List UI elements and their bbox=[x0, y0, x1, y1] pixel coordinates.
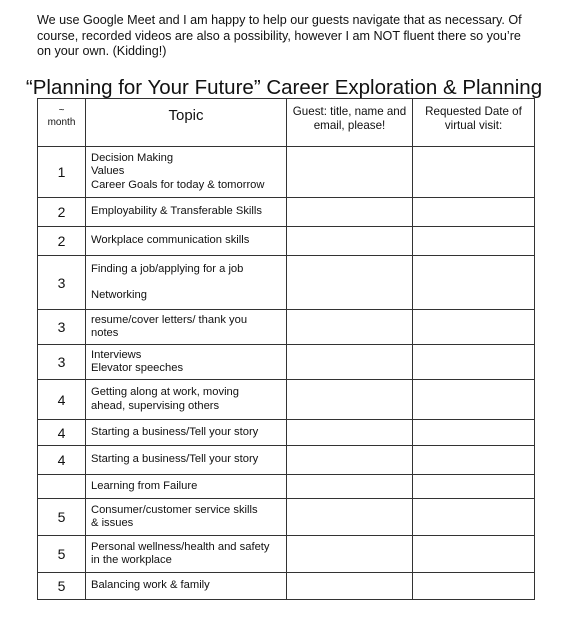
requested-date-cell[interactable] bbox=[413, 147, 535, 198]
topic-cell bbox=[86, 475, 287, 499]
table-row bbox=[38, 446, 535, 475]
topic-line: Elevator speeches bbox=[91, 362, 184, 374]
table-row bbox=[38, 499, 535, 536]
topic-line: ahead, supervising others bbox=[91, 399, 220, 412]
month-cell bbox=[38, 475, 86, 499]
topic-line: notes bbox=[91, 327, 119, 339]
requested-date-cell[interactable] bbox=[413, 446, 535, 475]
topic-line: Values bbox=[91, 165, 125, 178]
header-guest: Guest: title, name and email, please! bbox=[287, 99, 413, 147]
header-month bbox=[38, 99, 86, 147]
topic-cell bbox=[86, 198, 287, 227]
requested-date-cell[interactable] bbox=[413, 345, 535, 380]
guest-cell[interactable] bbox=[287, 310, 413, 345]
guest-cell[interactable] bbox=[287, 475, 413, 499]
topic-cell bbox=[86, 345, 287, 380]
topic-line: in the workplace bbox=[91, 554, 172, 566]
table-row bbox=[38, 380, 535, 420]
topic-line: Decision Making bbox=[91, 151, 174, 164]
planning-table bbox=[37, 98, 535, 600]
header-requested-date: Requested Date of virtual visit: bbox=[413, 99, 535, 147]
guest-cell[interactable] bbox=[287, 345, 413, 380]
intro-paragraph: We use Google Meet and I am happy to help our guests navigate that as necessary. Of course, recorded videos are also a possibility, however I am NOT fluent there so you’re on your own. (Kidding!) bbox=[37, 13, 522, 58]
topic-cell bbox=[86, 310, 287, 345]
guest-cell[interactable] bbox=[287, 446, 413, 475]
table-row bbox=[38, 573, 535, 600]
guest-cell[interactable] bbox=[287, 420, 413, 446]
month-cell: 4 bbox=[38, 380, 86, 420]
topic-cell bbox=[86, 227, 287, 256]
topic-line: resume/cover letters/ thank you bbox=[91, 313, 248, 326]
topic-spacer bbox=[91, 277, 286, 289]
requested-date-cell[interactable] bbox=[413, 198, 535, 227]
month-cell: 2 bbox=[38, 198, 86, 227]
guest-cell[interactable] bbox=[287, 499, 413, 536]
table-body bbox=[38, 147, 535, 600]
topic-cell bbox=[86, 446, 287, 475]
month-cell: 3 bbox=[38, 345, 86, 380]
table-row bbox=[38, 310, 535, 345]
month-cell: 5 bbox=[38, 536, 86, 573]
requested-date-cell[interactable] bbox=[413, 420, 535, 446]
requested-date-cell[interactable] bbox=[413, 380, 535, 420]
topic-line: & issues bbox=[91, 517, 134, 529]
requested-date-cell[interactable] bbox=[413, 573, 535, 600]
guest-cell[interactable] bbox=[287, 380, 413, 420]
month-cell: 3 bbox=[38, 256, 86, 310]
topic-cell bbox=[86, 573, 287, 600]
topic-line: Personal wellness/health and safety bbox=[91, 540, 270, 553]
topic-line: Getting along at work, moving bbox=[91, 386, 239, 399]
topic-cell bbox=[86, 420, 287, 446]
topic-line: Balancing work & family bbox=[91, 579, 210, 592]
month-cell: 3 bbox=[38, 310, 86, 345]
topic-line: Networking bbox=[91, 288, 147, 301]
requested-date-cell[interactable] bbox=[413, 310, 535, 345]
month-cell: 4 bbox=[38, 446, 86, 475]
guest-cell[interactable] bbox=[287, 256, 413, 310]
topic-cell bbox=[86, 380, 287, 420]
table-row bbox=[38, 536, 535, 573]
header-row bbox=[38, 99, 535, 147]
table-row bbox=[38, 227, 535, 256]
topic-line: Employability & Transferable Skills bbox=[91, 205, 262, 218]
table-row bbox=[38, 420, 535, 446]
page-title: “Planning for Your Future” Career Exploration & Planning bbox=[25, 76, 543, 99]
header-month-symbol: ~ bbox=[58, 105, 65, 116]
month-cell: 5 bbox=[38, 499, 86, 536]
topic-line: Starting a business/Tell your story bbox=[91, 425, 259, 438]
topic-line: Consumer/customer service skills bbox=[91, 503, 258, 516]
header-month-label: month bbox=[47, 117, 76, 128]
guest-cell[interactable] bbox=[287, 147, 413, 198]
requested-date-cell[interactable] bbox=[413, 227, 535, 256]
topic-line: Finding a job/applying for a job bbox=[91, 263, 244, 276]
table-row bbox=[38, 198, 535, 227]
month-cell: 4 bbox=[38, 420, 86, 446]
table-row bbox=[38, 256, 535, 310]
guest-cell[interactable] bbox=[287, 536, 413, 573]
table-row bbox=[38, 475, 535, 499]
topic-line: Learning from Failure bbox=[91, 479, 198, 492]
topic-cell bbox=[86, 499, 287, 536]
month-cell: 2 bbox=[38, 227, 86, 256]
month-cell: 5 bbox=[38, 573, 86, 600]
topic-line: Workplace communication skills bbox=[91, 234, 250, 247]
requested-date-cell[interactable] bbox=[413, 499, 535, 536]
table-row bbox=[38, 147, 535, 198]
topic-line: Interviews bbox=[91, 348, 142, 361]
topic-cell bbox=[86, 147, 287, 198]
topic-cell bbox=[86, 536, 287, 573]
guest-cell[interactable] bbox=[287, 227, 413, 256]
topic-line: Career Goals for today & tomorrow bbox=[91, 178, 265, 191]
topic-cell bbox=[86, 256, 287, 310]
month-cell: 1 bbox=[38, 147, 86, 198]
requested-date-cell[interactable] bbox=[413, 536, 535, 573]
guest-cell[interactable] bbox=[287, 198, 413, 227]
table-row bbox=[38, 345, 535, 380]
topic-line: Starting a business/Tell your story bbox=[91, 453, 259, 466]
header-topic: Topic bbox=[86, 99, 287, 147]
requested-date-cell[interactable] bbox=[413, 475, 535, 499]
requested-date-cell[interactable] bbox=[413, 256, 535, 310]
guest-cell[interactable] bbox=[287, 573, 413, 600]
